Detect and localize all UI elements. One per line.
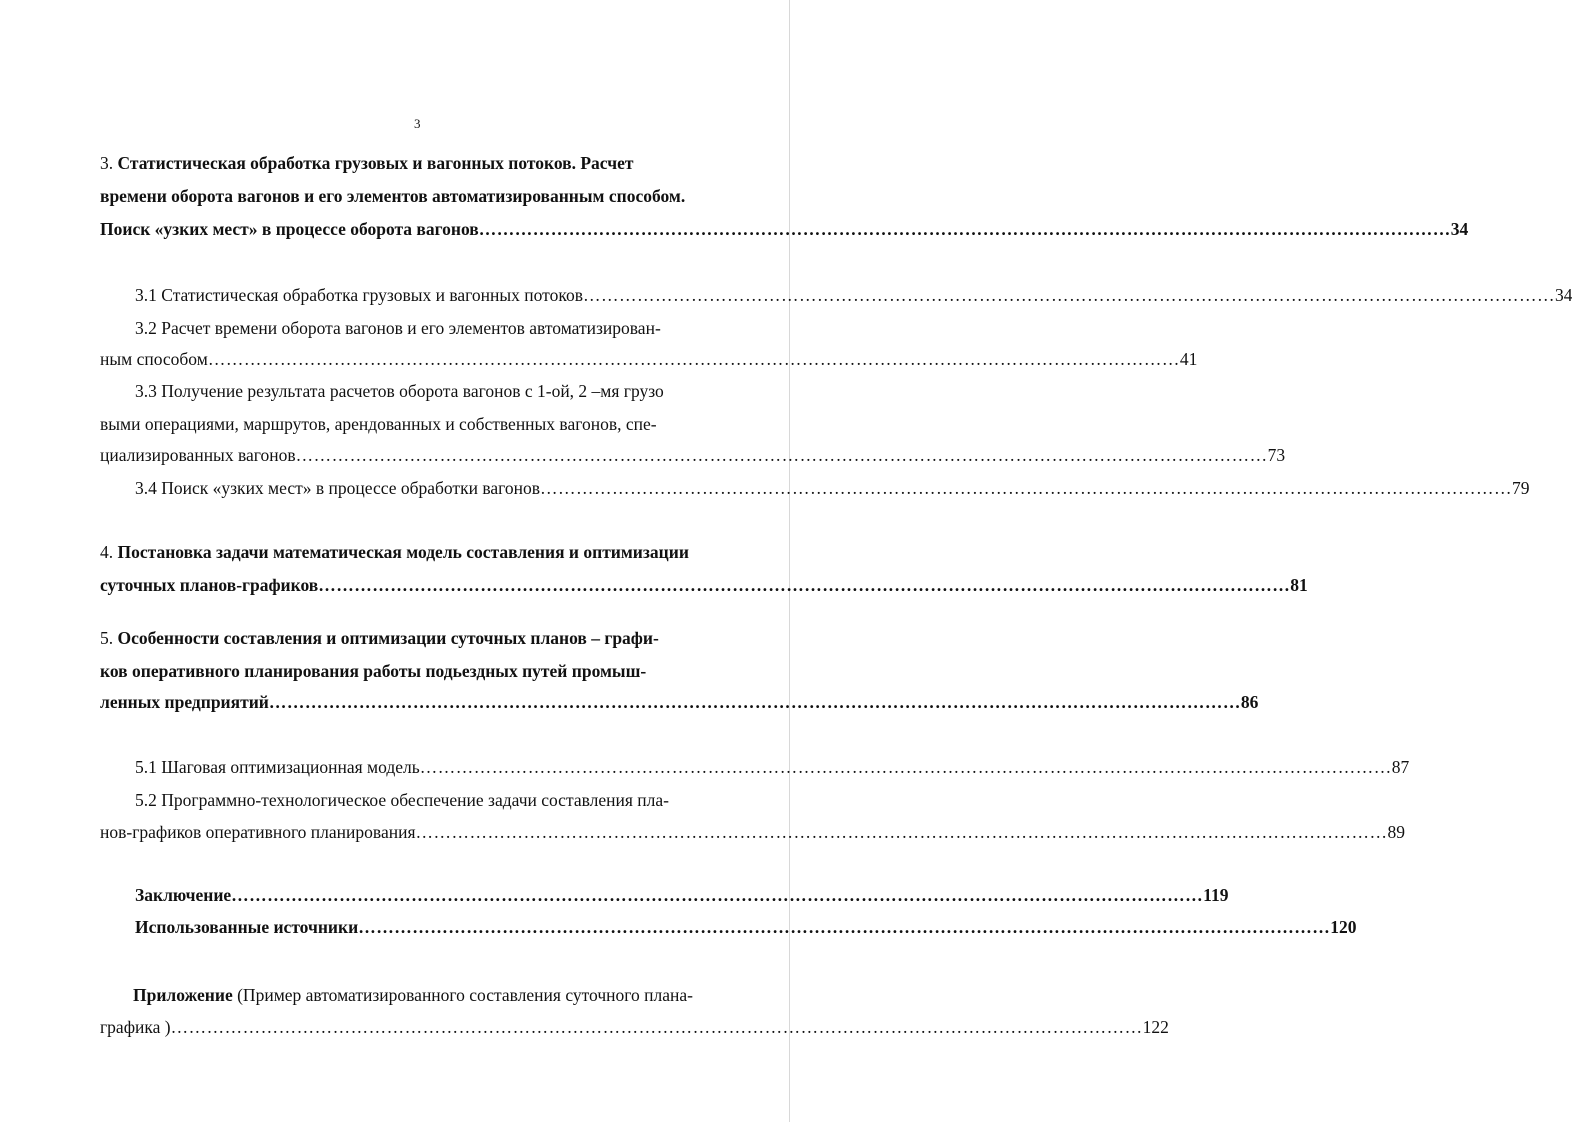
toc-leader: ………………………………………………………………………………………………………………………………………………: [582, 285, 1555, 305]
toc-leader: ………………………………………………………………………………………………………………………………………………: [478, 219, 1451, 239]
toc-leader: ………………………………………………………………………………………………………………………………………………: [231, 885, 1204, 905]
toc-entry-text: 5.1 Шаговая оптимизационная модель: [135, 757, 420, 777]
toc-entry-5-line-3: [100, 690, 1259, 714]
page-edge: [789, 0, 790, 1122]
toc-entry-text: циализированных вагонов: [100, 445, 296, 465]
toc-page-number: 81: [1290, 575, 1308, 595]
toc-page-number: 34: [1450, 219, 1469, 239]
toc-entry-text: 3.4 Поиск «узких мест» в процессе обработки вагонов: [135, 478, 540, 498]
toc-entry-3-text: Поиск «узких мест» в процессе оборота вагонов: [100, 219, 479, 239]
toc-page-number: 122: [1142, 1017, 1169, 1037]
toc-page-number: 41: [1179, 349, 1198, 369]
toc-leader: ………………………………………………………………………………………………………………………………………………: [295, 445, 1268, 465]
toc-page-number: 87: [1391, 757, 1410, 777]
toc-entry-5-line-2: ков оперативного планирования работы подьездных путей промыш-: [100, 661, 647, 681]
toc-entry-5-line-1: [100, 626, 659, 650]
toc-entry-appendix-line-2: [100, 1015, 1169, 1039]
toc-entry-3-3-line-2: выми операциями, маршрутов, арендованных и собственных вагонов, спе-: [100, 414, 657, 434]
toc-entry-text: ленных предприятий: [100, 692, 269, 712]
toc-entry-3-number: 3.: [100, 153, 118, 173]
toc-entry-text: графика ): [100, 1017, 171, 1037]
toc-entry-text: 3.1 Статистическая обработка грузовых и вагонных потоков: [135, 285, 583, 305]
toc-leader: ………………………………………………………………………………………………………………………………………………: [358, 917, 1331, 937]
toc-entry-3-1: [135, 283, 1572, 307]
toc-leader: ………………………………………………………………………………………………………………………………………………: [415, 822, 1388, 842]
toc-entry-3-title: Статистическая обработка грузовых и вагонных потоков. Расчет: [117, 153, 634, 173]
toc-page-number: 119: [1203, 885, 1229, 905]
toc-leader: ………………………………………………………………………………………………………………………………………………: [207, 349, 1180, 369]
toc-entry-4-line-2: [100, 573, 1308, 597]
toc-entry-3-line-2: времени оборота вагонов и его элементов автоматизированным способом.: [100, 186, 686, 206]
toc-entry-appendix-text: (Пример автоматизированного составления суточного плана-: [232, 985, 693, 1005]
toc-entry-text: Использованные источники: [135, 917, 359, 937]
toc-page-number: 120: [1330, 917, 1357, 937]
toc-entry-conclusion: [135, 883, 1229, 907]
toc-entry-3-3-line-3: [100, 443, 1286, 467]
toc-entry-3-2-line-2: [100, 347, 1198, 371]
page-number: 3: [414, 116, 421, 131]
toc-entry-appendix-line-1: [133, 983, 693, 1007]
toc-entry-text: Заключение: [135, 885, 232, 905]
toc-leader: ………………………………………………………………………………………………………………………………………………: [540, 478, 1512, 498]
toc-page-number: 73: [1267, 445, 1286, 465]
toc-entry-5-2-line-2: [100, 820, 1405, 844]
toc-entry-3-line-1: [100, 151, 633, 175]
toc-entry-5-1: [135, 755, 1410, 779]
toc-entry-appendix-label: Приложение: [133, 985, 233, 1005]
toc-entry-5-2-line-1: 5.2 Программно-технологическое обеспечение задачи составления пла-: [135, 790, 669, 810]
toc-page-number: 34: [1554, 285, 1572, 305]
toc-entry-3-line-3: [100, 217, 1469, 241]
toc-entry-sources: [135, 915, 1357, 939]
toc-entry-4-number: 4.: [100, 542, 118, 562]
toc-page-number: 86: [1240, 692, 1259, 712]
toc-leader: ………………………………………………………………………………………………………………………………………………: [318, 575, 1291, 595]
toc-page-number: 89: [1387, 822, 1405, 842]
toc-entry-4-title: Постановка задачи математическая модель составления и оптимизации: [117, 542, 689, 562]
toc-entry-3-2-line-1: 3.2 Расчет времени оборота вагонов и его элементов автоматизирован-: [135, 318, 661, 338]
toc-leader: ………………………………………………………………………………………………………………………………………………: [268, 692, 1241, 712]
toc-entry-text: нов-графиков оперативного планирования: [100, 822, 416, 842]
toc-entry-5-number: 5.: [100, 628, 118, 648]
toc-leader: ………………………………………………………………………………………………………………………………………………: [419, 757, 1392, 777]
toc-leader: ………………………………………………………………………………………………………………………………………………: [170, 1017, 1143, 1037]
toc-entry-4-line-1: [100, 540, 689, 564]
toc-page-number: 79: [1512, 478, 1530, 498]
toc-entry-3-3-line-1: 3.3 Получение результата расчетов оборота вагонов с 1-ой, 2 –мя грузо: [135, 381, 664, 401]
toc-entry-5-title: Особенности составления и оптимизации суточных планов – графи-: [117, 628, 659, 648]
toc-entry-3-4: [135, 476, 1530, 500]
toc-entry-text: суточных планов-графиков: [100, 575, 319, 595]
toc-entry-text: ным способом: [100, 349, 208, 369]
